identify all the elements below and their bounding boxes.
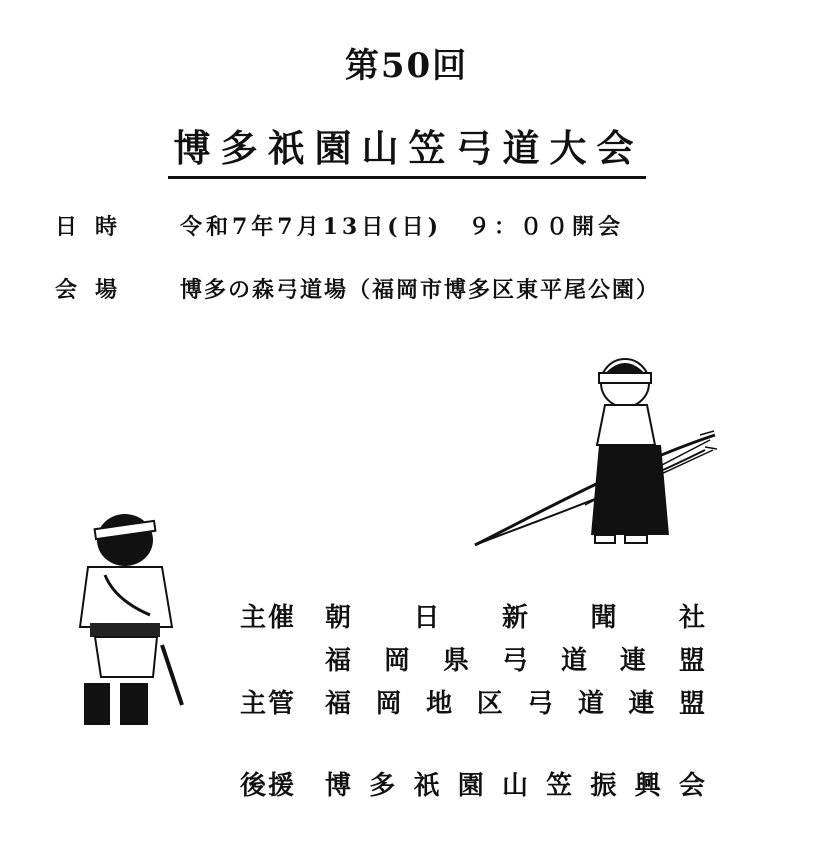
organizer-char: 興	[634, 771, 661, 801]
date-value: 令和7年7月13日(日) ９：００開会	[180, 214, 625, 240]
organizer-char: 園	[457, 771, 484, 801]
organizer-char: 博	[325, 771, 352, 801]
host-1	[325, 597, 705, 634]
host-2-name	[325, 640, 705, 677]
organizer-char: 弓	[527, 689, 554, 719]
manager-name	[325, 683, 705, 720]
date-label: 日時	[55, 214, 136, 240]
edition-heading: 第50回	[344, 46, 469, 86]
organizer-char: 日	[413, 603, 440, 633]
organizer-char: 連	[619, 646, 646, 676]
child-archer-illustration	[70, 505, 195, 735]
organizer-char: 岡	[383, 646, 410, 676]
organizer-char: 福	[325, 646, 352, 676]
organizer-char: 道	[577, 689, 604, 719]
organizer-char: 地	[426, 689, 453, 719]
organizer-char: 笠	[546, 771, 573, 801]
organizer-char: 盟	[678, 646, 705, 676]
host-2	[325, 640, 705, 677]
archer-with-bow-illustration	[465, 355, 720, 555]
organizer-char: 福	[325, 689, 352, 719]
support-name	[325, 765, 705, 802]
venue-label: 会場	[55, 277, 136, 303]
organizer-char: 山	[501, 771, 528, 801]
support	[325, 765, 705, 802]
event-title	[0, 118, 813, 179]
manager-label: 主管	[240, 689, 297, 719]
organizer-char: 連	[628, 689, 655, 719]
support-label: 後援	[240, 771, 297, 801]
venue-value: 博多の森弓道場（福岡市博多区東平尾公園）	[180, 277, 661, 303]
organizer-char: 社	[678, 603, 705, 633]
organizer-char: 朝	[325, 603, 352, 633]
organizer-char: 盟	[678, 689, 705, 719]
organizer-char: 県	[442, 646, 469, 676]
manager	[325, 683, 705, 720]
organizer-char: 新	[501, 603, 528, 633]
host-label: 主催	[240, 603, 297, 633]
organizer-char: 会	[678, 771, 705, 801]
organizer-char: 祇	[413, 771, 440, 801]
event-title-text: 博多祇園山笠弓道大会	[168, 118, 646, 179]
organizer-char: 区	[476, 689, 503, 719]
host-1-name	[325, 597, 705, 634]
organizer-char: 多	[369, 771, 396, 801]
organizer-char: 道	[560, 646, 587, 676]
organizer-char: 振	[590, 771, 617, 801]
organizer-char: 聞	[590, 603, 617, 633]
organizer-char: 岡	[375, 689, 402, 719]
organizer-char: 弓	[501, 646, 528, 676]
